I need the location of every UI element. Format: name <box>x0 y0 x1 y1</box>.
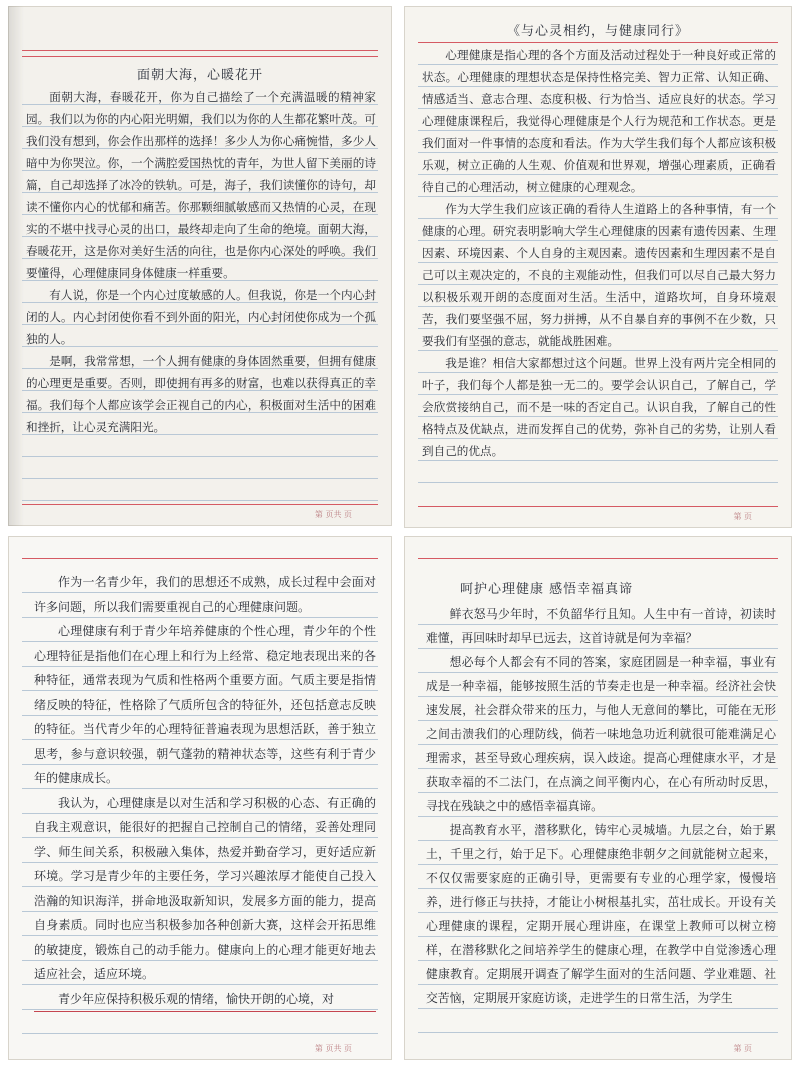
paragraph: 我认为，心理健康是以对生活和学习积极的心态、有正确的自我主观意识，能很好的把握自己控制自己的情绪，妥善处理同学、师生间关系，积极融入集体，热爱并勤奋学习，更好适应新环境。学习是青少年的主要任务，学习兴趣浓厚才能使自己投入浩瀚的知识海洋，拼命地汲取新知识，发展多方面的能力，提高自身素质。同时也应当积极参加各种创新大赛，这样会开拓思维的敏捷度，锻炼自己的动手能力。健康向上的心理才能更好地去适应社会，适应环境。 <box>34 795 376 981</box>
footer-red-line <box>22 504 378 505</box>
page-title: 呵护心理健康 感悟幸福真谛 <box>460 582 634 597</box>
paragraph: 鲜衣怒马少年时，不负韶华行且知。人生中有一首诗，初读时难懂，再回味时却早已远去，这首诗就是何为幸福？ <box>426 607 776 645</box>
footer-red-line <box>418 506 778 507</box>
essay-page-1 <box>8 6 392 526</box>
essay-page-4 <box>404 536 792 1060</box>
essay-page-3 <box>8 536 392 1060</box>
paragraph: 我是谁？相信大家都想过这个问题。世界上没有两片完全相同的叶子，我们每个人都是独一无二的。要学会认识自己，了解自己，学会欣赏接纳自己，而不是一味的否定自己。认识自我，了解自己的性格特点及优缺点，进而发挥自己的优势，弥补自己的劣势，让别人看到自己的优点。 <box>422 356 776 458</box>
header-red-line <box>22 50 378 51</box>
essay-body <box>34 570 376 1040</box>
page-title: 面朝大海，心暖花开 <box>136 68 263 83</box>
essay-page-2 <box>404 6 792 528</box>
header-red-line <box>22 56 378 57</box>
page-footer: 第 页共 页 <box>314 1044 352 1053</box>
paragraph: 面朝大海，春暖花开，你为自己描绘了一个充满温暖的精神家园。我们以为你的内心阳光明媚，我们以为你的人生都花繁叶茂。可我们没有想到，你会作出那样的选择！多少人为你心痛惋惜，多少人暗中为你哭泣。你，一个满腔爱国热忱的青年，为世人留下美丽的诗篇，自己却选择了冰冷的铁轨。可是，海子，我们读懂你的诗句，却读不懂你内心的忧郁和痛苦。你那颗细腻敏感而又热情的心灵，在现实的不堪中找寻心灵的出口，最终却走向了生命的绝境。面朝大海，春暖花开，这是你对美好生活的向往，也是你内心深处的呼唤。我们要懂得，心理健康同身体健康一样重要。 <box>26 90 376 280</box>
paragraph: 心理健康是指心理的各个方面及活动过程处于一种良好或正常的状态。心理健康的理想状态是保持性格完美、智力正常、认知正确、情感适当、意志合理、态度积极、行为恰当、适应良好的状态。学习心理健康课程后，我觉得心理健康是个人行为规范和工作状态。更是我们面对一件事情的态度和看法。作为大学生我们每个人都应该积极乐观，树立正确的人生观、价值观和世界观，增强心理素质，正确看待自己的心理活动，树立健康的心理观念。 <box>422 48 776 194</box>
page-footer: 第 页 <box>733 512 752 521</box>
essay-body <box>426 602 776 1048</box>
paragraph: 作为大学生我们应该正确的看待人生道路上的各种事情，有一个健康的心理。研究表明影响大学生心理健康的因素有遗传因素、生理因素、环境因素、个人自身的主观因素。遗传因素和生理因素不是自己可以主观决定的，不良的主观能动性，但我们可以尽自己最大努力以积极乐观开朗的态度面对生活。生活中，道路坎坷，自身环境艰苦，我们要坚强不屈，努力拼搏，从不自暴自弃的事例不在少数，只要我们有坚强的意志，就能战胜困难。 <box>422 202 776 348</box>
page-shadow <box>8 6 24 526</box>
paragraph: 心理健康有利于青少年培养健康的个性心理，青少年的个性心理特征是指他们在心理上和行为上经常、稳定地表现出来的各种特征，通常表现为气质和性格两个重要方面。气质主要是指情绪反映的特征，性格除了气质所包含的特征外，还包括意志反映的特征。当代青少年的心理特征普遍表现为思想活跃，善于独立思考，参与意识较强，朝气蓬勃的精神状态等，这些有利于青少年的健康成长。 <box>34 624 376 785</box>
paragraph: 想必每个人都会有不同的答案，家庭团圆是一种幸福，事业有成是一种幸福，能够按照生活的节奏走也是一种幸福。经济社会快速发展，社会群众带来的压力，与他人无意间的攀比，可能在无形之间击溃我们的心理防线，倘若一味地急功近利就很可能难满足心理需求，甚至导致心理疾病，误入歧途。提高心理健康水平，才是获取幸福的不二法门，在点滴之间平衡内心，在心有所动时反思，寻找在残缺之中的感悟幸福真谛。 <box>426 655 776 813</box>
header-red-line <box>418 42 778 43</box>
header-red-line <box>22 558 378 559</box>
essay-body <box>422 44 776 504</box>
paragraph: 有人说，你是一个内心过度敏感的人。但我说，你是一个内心封闭的人。内心封闭使你看不到外面的阳光，内心封闭使你成为一个孤独的人。 <box>26 288 376 346</box>
paragraph: 青少年应保持积极乐观的情绪，愉快开朗的心境，对 <box>34 987 376 1013</box>
page-footer: 第 页 <box>733 1044 752 1053</box>
header-red-line <box>418 558 778 559</box>
paragraph: 是啊，我常常想，一个人拥有健康的身体固然重要，但拥有健康的心理更是重要。否则，即使拥有再多的财富，也难以获得真正的幸福。我们每个人都应该学会正视自己的内心，积极面对生活中的困难和挫折，让心灵充满阳光。 <box>26 354 376 434</box>
paragraph: 提高教育水平，潜移默化，铸牢心灵城墙。九层之台，始于累土，千里之行，始于足下。心理健康绝非朝夕之间就能树立起来，不仅仅需要家庭的正确引导，更需要有专业的心理学家，慢慢培养，进行修正与扶持，才能让小树根基扎实，茁壮成长。开设有关心理健康的课程，定期开展心理讲座，在课堂上教师可以树立榜样，在潜移默化之间培养学生的健康心理，在教学中自觉渗透心理健康教育。定期展开调查了解学生面对的生活问题、学业难题、社交苦恼，定期展开家庭访谈，走进学生的日常生活，为学生 <box>426 823 776 1005</box>
paragraph: 作为一名青少年，我们的思想还不成熟，成长过程中会面对许多问题，所以我们需要重视自己的心理健康问题。 <box>34 575 376 614</box>
essay-body <box>26 86 376 506</box>
page-title: 《与心灵相约，与健康同行》 <box>506 24 689 39</box>
page-footer: 第 页共 页 <box>314 510 352 519</box>
